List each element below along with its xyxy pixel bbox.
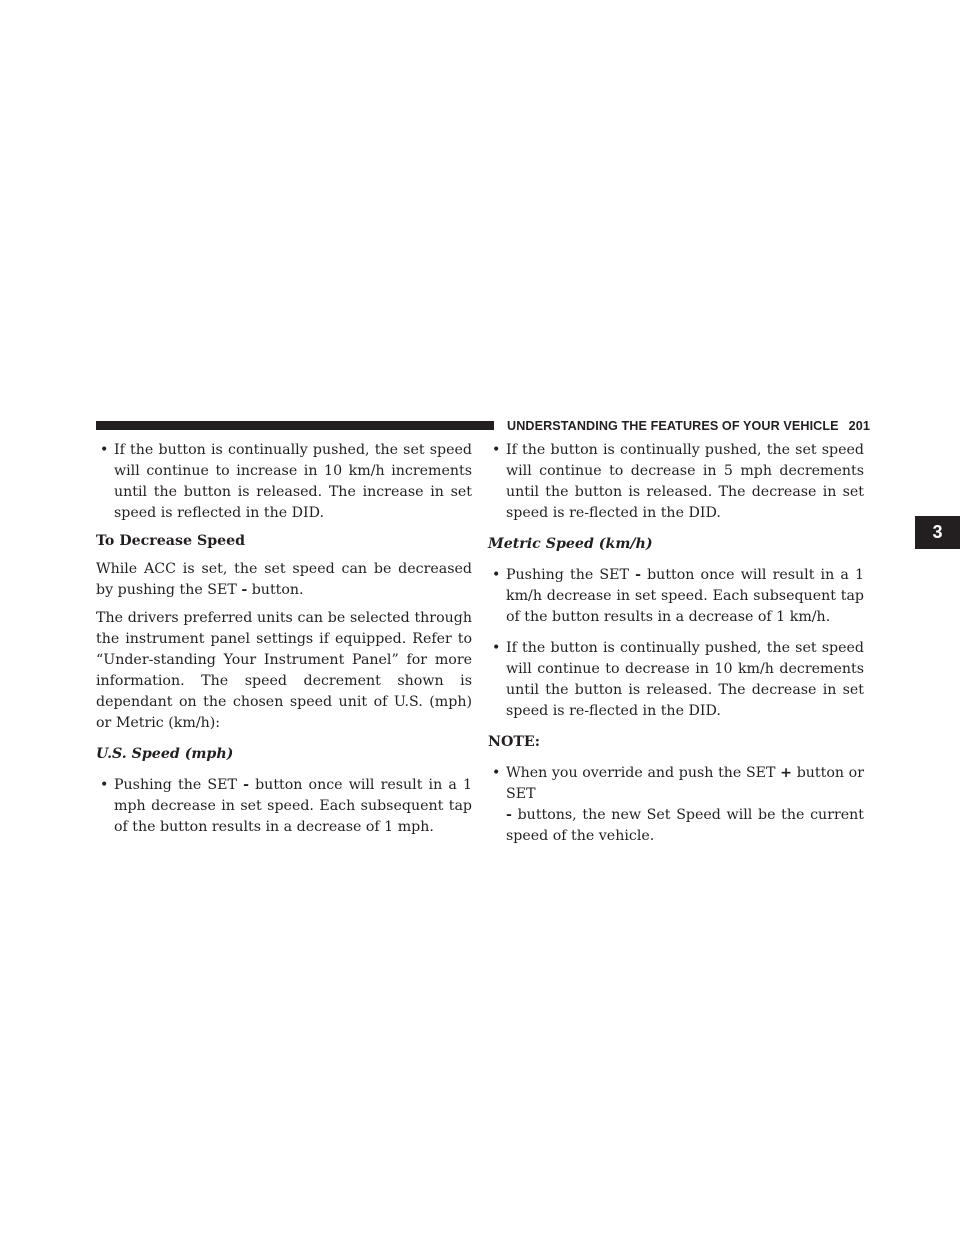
list-item-text: If the button is continually pushed, the set speed will continue to increase in 10 km/h increments until the button is released. The increase in set speed is reflected in the DID.	[114, 442, 472, 521]
bullet-glyph: •	[492, 442, 501, 458]
subheading: Metric Speed (km/h)	[488, 536, 653, 552]
right-column	[488, 440, 864, 847]
list-item: • When you override and push the SET + button or SET - buttons, the new Set Speed will be the current speed of the vehicle.	[492, 765, 864, 844]
header-rule	[96, 421, 494, 430]
bullet-glyph: •	[492, 567, 501, 583]
running-header	[507, 418, 870, 434]
note-label: NOTE:	[488, 734, 540, 750]
list-item	[488, 440, 864, 524]
paragraph: The drivers preferred units can be selected through the instrument panel settings if equipped. Refer to “Under-standing Your Instrument Panel” for more information. The speed decrement shown is dependant on the chosen speed unit of U.S. (mph) or Metric (km/h):	[96, 610, 472, 731]
list-item	[96, 440, 472, 524]
list-item: • Pushing the SET - button once will result in a 1 mph decrease in set speed. Each subsequent tap of the button results in a decrease of 1 mph.	[100, 777, 472, 835]
page-number: 201	[848, 419, 870, 433]
minus-symbol: -	[635, 567, 641, 583]
list-item	[488, 638, 864, 722]
left-column	[96, 440, 472, 838]
chapter-tab: 3	[915, 516, 960, 549]
section-title: UNDERSTANDING THE FEATURES OF YOUR VEHICLE	[507, 419, 839, 433]
paragraph: While ACC is set, the set speed can be decreased by pushing the SET - button.	[96, 561, 472, 598]
section-heading: To Decrease Speed	[96, 533, 246, 549]
plus-symbol: +	[780, 765, 793, 781]
bullet-glyph: •	[100, 777, 109, 793]
list-item-text: If the button is continually pushed, the set speed will continue to decrease in 10 km/h decrements until the button is released. The decrease in set speed is re-flected in the DID.	[506, 640, 864, 719]
minus-symbol: -	[506, 807, 512, 823]
bullet-glyph: •	[492, 765, 501, 781]
bullet-glyph: •	[100, 442, 109, 458]
minus-symbol: -	[243, 777, 249, 793]
minus-symbol: -	[241, 582, 248, 598]
bullet-glyph: •	[492, 640, 501, 656]
list-item: • Pushing the SET - button once will result in a 1 km/h decrease in set speed. Each subsequent tap of the button results in a decrease of 1 km/h.	[492, 567, 864, 625]
subheading: U.S. Speed (mph)	[96, 746, 234, 762]
list-item-text: If the button is continually pushed, the set speed will continue to decrease in 5 mph decrements until the button is released. The decrease in set speed is re-flected in the DID.	[506, 442, 864, 521]
